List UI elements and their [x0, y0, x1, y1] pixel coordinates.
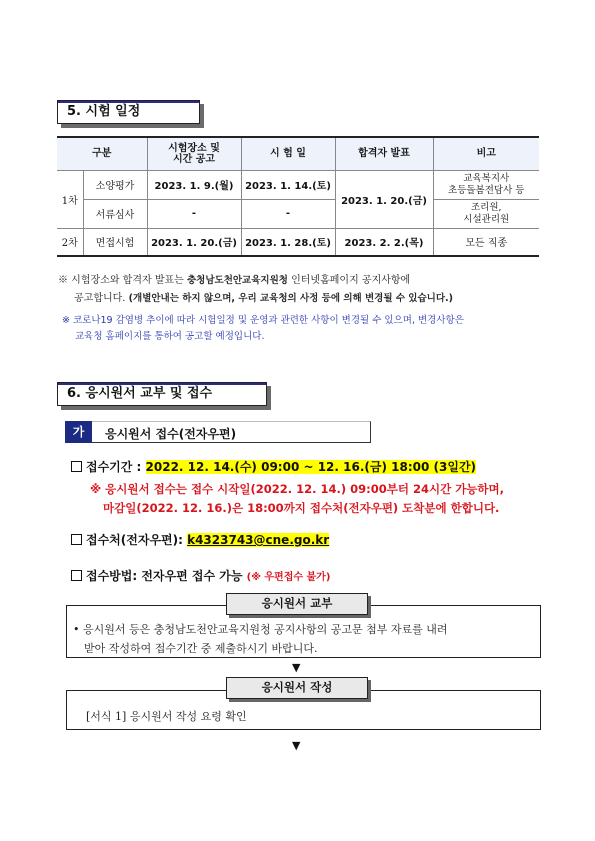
- note-emphasis: (개별안내는 하지 않으며, 우리 교육청의 사정 등에 의해 변경될 수 있습니다.): [128, 293, 453, 304]
- subsection-label: 응시원서 접수(전자우편): [105, 427, 237, 441]
- header-exam-date: 시 험 일: [241, 137, 335, 170]
- checkbox-icon: [71, 534, 82, 545]
- period-label: 접수기간 :: [86, 460, 146, 474]
- header-notice: 시험장소 및 시간 공고: [147, 137, 241, 170]
- section-6-title: 6. 응시원서 교부 및 접수: [57, 382, 267, 406]
- receiver-label: 접수처(전자우편):: [86, 533, 188, 547]
- period-row: [71, 458, 476, 475]
- notice-cell: 2023. 1. 9.(월): [147, 170, 241, 199]
- flow-issue-line: 받아 작성하여 접수기간 중 제출하시기 바랍니다.: [84, 642, 318, 655]
- subsection-badge: 가: [65, 421, 92, 443]
- note-text: 인터넷홈페이지 공지사항에: [287, 275, 411, 286]
- type-cell: 소양평가: [83, 170, 147, 199]
- period-note-line: 마감일(2022. 12. 16.)은 18:00까지 접수처(전자우편) 도착분에 한합니다.: [103, 501, 500, 515]
- result-date-cell: 2023. 1. 20.(금): [335, 170, 433, 228]
- receiver-row: [71, 531, 329, 548]
- header-category: 구분: [57, 137, 147, 170]
- stage-2: 2차: [57, 228, 83, 256]
- flow-label-issue: 응시원서 교부: [226, 593, 368, 615]
- flow-issue-line: • 응시원서 등은 충청남도천안교육지원청 공지사항의 공고문 첨부 자료를 내려: [73, 623, 448, 636]
- type-cell: 서류심사: [83, 199, 147, 228]
- flow-label-write: 응시원서 작성: [226, 677, 368, 699]
- checkbox-icon: [71, 570, 82, 581]
- exam-date-cell: 2023. 1. 28.(토): [241, 228, 335, 256]
- period-note: [90, 480, 550, 518]
- org-name: 충청남도천안교육지원청: [186, 275, 288, 286]
- checkbox-icon: [71, 461, 82, 472]
- period-value: 2022. 12. 14.(수) 09:00 ~ 12. 16.(금) 18:00 (3일간): [145, 460, 477, 474]
- note-text: 공고합니다.: [74, 293, 129, 304]
- method-row: [71, 567, 330, 584]
- covid-note-line: ※ 코로나19 감염병 추이에 따라 시험일정 및 운영과 관련한 사항이 변경될 수 있으며, 변경사항은: [62, 315, 464, 326]
- notice-cell: 2023. 1. 20.(금): [147, 228, 241, 256]
- note-text: ※ 시험장소와 합격자 발표는: [58, 275, 187, 286]
- announcement-note: [58, 272, 548, 308]
- exam-date-cell: 2023. 1. 14.(토): [241, 170, 335, 199]
- covid-note-line: 교육청 홈페이지를 통하여 공고할 예정입니다.: [75, 331, 265, 342]
- header-remark: 비고: [433, 137, 539, 170]
- subsection-a: [65, 421, 371, 443]
- flow-issue-text: [73, 620, 538, 658]
- header-result-date: 합격자 발표: [335, 137, 433, 170]
- flow-write-text: [서식 1] 응시원서 작성 요령 확인: [86, 710, 247, 723]
- section-5-title: 5. 시험 일정: [57, 100, 200, 124]
- exam-date-cell: -: [241, 199, 335, 228]
- method-label: 접수방법: 전자우편 접수 가능: [86, 569, 247, 583]
- covid-note: [62, 313, 548, 345]
- notice-cell: -: [147, 199, 241, 228]
- remark-cell: 모든 직종: [433, 228, 539, 256]
- down-arrow-icon: ▼: [292, 661, 301, 674]
- remark-cell: 교육복지사 초등돌봄전담사 등: [433, 170, 539, 199]
- period-note-line: ※ 응시원서 접수는 접수 시작일(2022. 12. 14.) 09:00부터 24시간 가능하며,: [90, 482, 504, 496]
- type-cell: 면접시험: [83, 228, 147, 256]
- stage-1: 1차: [57, 170, 83, 228]
- receiver-email-link[interactable]: k4323743@cne.go.kr: [187, 533, 330, 547]
- method-note: (※ 우편접수 불가): [246, 572, 331, 583]
- down-arrow-icon: ▼: [292, 739, 301, 752]
- remark-cell: 조리원, 시설관리원: [433, 199, 539, 228]
- exam-schedule-table: [57, 136, 539, 257]
- result-date-cell: 2023. 2. 2.(목): [335, 228, 433, 256]
